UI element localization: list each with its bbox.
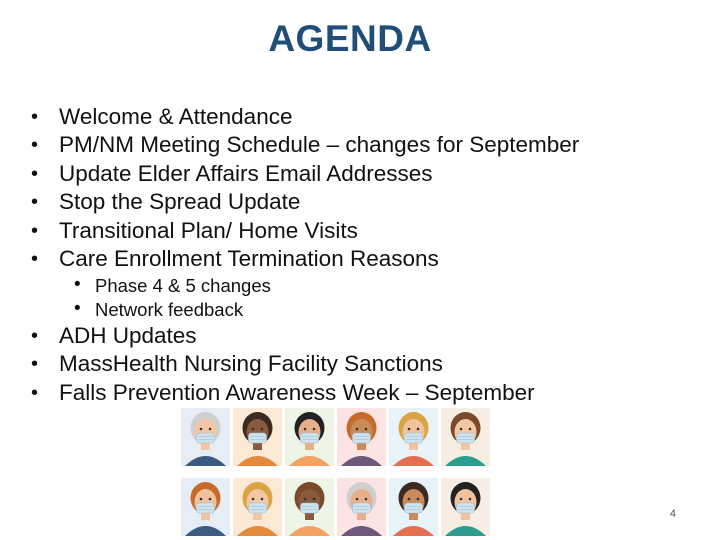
person-avatar-icon (285, 478, 334, 536)
person-avatar-icon (181, 408, 230, 466)
agenda-item (30, 217, 579, 245)
person-avatar-icon (181, 478, 230, 536)
person-avatar-icon (337, 408, 386, 466)
bullet-icon: • (31, 106, 39, 128)
agenda-subitem (74, 274, 271, 298)
agenda-subitem (74, 298, 271, 322)
person-avatar-icon (337, 478, 386, 536)
masked-people-illustration (181, 408, 493, 540)
agenda-list-top (30, 103, 579, 273)
agenda-item-text: Falls Prevention Awareness Week – September (59, 379, 535, 405)
agenda-item-text: Care Enrollment Termination Reasons (59, 245, 439, 271)
agenda-list-bottom (30, 322, 535, 407)
bullet-icon: • (31, 325, 39, 347)
agenda-item-text: ADH Updates (59, 323, 197, 348)
bullet-icon: • (31, 381, 39, 404)
agenda-item (30, 245, 579, 273)
agenda-item-text: Stop the Spread Update (59, 189, 301, 215)
agenda-item-text: Welcome & Attendance (59, 104, 293, 129)
person-avatar-icon (389, 408, 438, 466)
agenda-item (30, 131, 579, 159)
agenda-item-text: Update Elder Affairs Email Addresses (59, 160, 433, 186)
agenda-subitem-text: Phase 4 & 5 changes (95, 275, 271, 296)
bullet-icon: • (31, 219, 39, 242)
person-avatar-icon (441, 408, 490, 466)
agenda-item (30, 322, 535, 350)
agenda-item (30, 160, 579, 188)
agenda-sublist (74, 274, 271, 322)
page-number: 4 (669, 508, 676, 520)
bullet-icon: • (31, 353, 39, 376)
bullet-icon: • (74, 274, 81, 295)
agenda-item-text: Transitional Plan/ Home Visits (59, 217, 358, 243)
person-avatar-icon (389, 478, 438, 536)
person-avatar-icon (441, 478, 490, 536)
bullet-icon: • (31, 134, 39, 157)
person-avatar-icon (285, 408, 334, 466)
person-avatar-icon (233, 408, 282, 466)
agenda-item-text: MassHealth Nursing Facility Sanctions (59, 351, 443, 377)
person-avatar-icon (233, 478, 282, 536)
bullet-icon: • (31, 162, 39, 185)
agenda-item-text: PM/NM Meeting Schedule – changes for September (59, 132, 580, 158)
agenda-item (30, 379, 535, 407)
bullet-icon: • (31, 191, 39, 214)
agenda-item (30, 103, 579, 131)
slide-title: AGENDA (268, 18, 432, 59)
agenda-subitem-text: Network feedback (95, 299, 244, 320)
agenda-item (30, 350, 535, 378)
agenda-item (30, 188, 579, 216)
bullet-icon: • (74, 298, 81, 319)
bullet-icon: • (31, 247, 39, 270)
